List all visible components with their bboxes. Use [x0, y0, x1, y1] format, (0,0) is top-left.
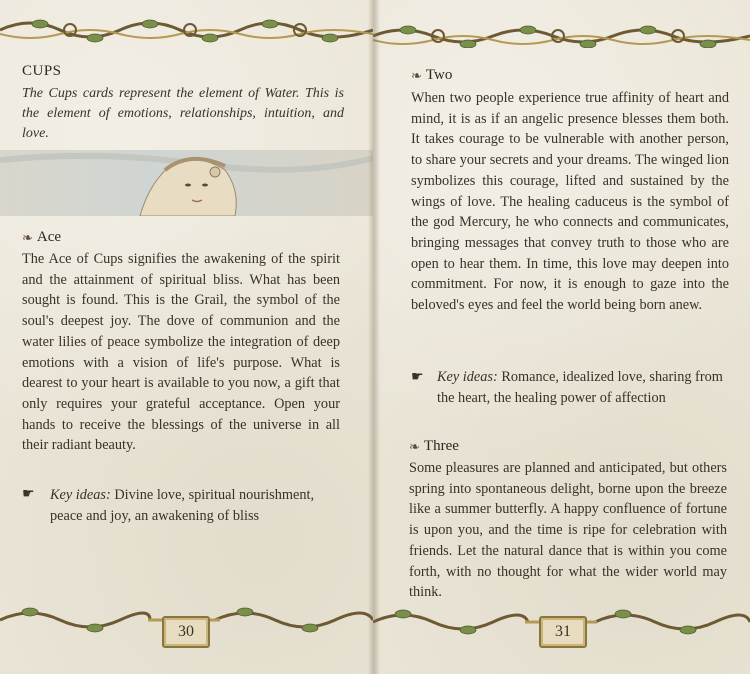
- left-page: [0, 0, 373, 674]
- flourish-icon: ❧: [22, 229, 33, 245]
- section-title-two-label: Two: [425, 67, 453, 83]
- ace-body-text: The Ace of Cups signifies the awakening of the spirit and the attainment of spiritual bliss. What has been sought is found. This is the Grail, the symbol of the soul's deepest joy. The dove of communion and the water lilies of peace symbolize the integration of deep emotions with a vision of life's purpose. What is dearest to your heart is available to you now, a gift that only requires your grateful acceptance. Open your hands to receive the blessings of the universe in all their radiant beauty.: [22, 251, 340, 454]
- ace-key-ideas: [50, 485, 344, 526]
- page-number-left: 30: [162, 616, 210, 648]
- book-gutter: [368, 0, 380, 674]
- page-number-right: 31: [539, 616, 587, 648]
- section-title-three: [409, 438, 459, 455]
- key-ideas-text: Divine love, spiritual nourishment, peace and joy, an awakening of bliss: [50, 487, 315, 524]
- section-title-ace: [22, 229, 61, 246]
- section-title-three-label: Three: [423, 438, 459, 454]
- suit-intro: The Cups cards represent the element of Water. This is the element of emotions, relationships, intuition, and love.: [22, 86, 344, 141]
- pointing-hand-icon: ☛: [22, 487, 35, 502]
- three-body-text: Some pleasures are planned and anticipated, but others spring into spontaneous delight, borne upon the breeze like a summer butterfly. A happy confluence of fortune is upon you, and the time is ripe for celebration with friends. Let the natural dance that is within you come forth, with no thought for what the wider world may think.: [409, 460, 727, 601]
- key-ideas-text: Romance, idealized love, sharing from the heart, the healing power of affection: [437, 369, 723, 406]
- pointing-hand-icon: ☛: [411, 370, 424, 385]
- suit-heading: CUPS: [22, 63, 62, 79]
- two-body-text: When two people experience true affinity of heart and mind, it is as if an angelic presence blesses them both. It takes courage to be vulnerable with another person, to share your secrets and your dreams. The winged lion symbolizes this courage, lifted and sustained by the wings of love. The healing caduceus is the symbol of the god Mercury, he who connects and communicates, bringing messages that convey truth to those who are open to hear them. In time, this love may deepen into commitment. For now, it is enough to gaze into the beloved's eyes and feel the world being born anew.: [411, 90, 729, 314]
- key-ideas-label: Key ideas:: [437, 369, 498, 385]
- key-ideas-label: Key ideas:: [50, 487, 111, 503]
- two-key-ideas: [437, 367, 733, 408]
- flourish-icon: ❧: [409, 438, 420, 454]
- vine-border-top-left: [0, 8, 373, 48]
- section-title-two: [411, 67, 452, 84]
- flourish-icon: ❧: [411, 67, 422, 83]
- illustration-banner: [0, 150, 373, 216]
- right-page: [373, 0, 750, 674]
- section-title-ace-label: Ace: [36, 229, 62, 245]
- vine-border-top-right: [373, 8, 750, 48]
